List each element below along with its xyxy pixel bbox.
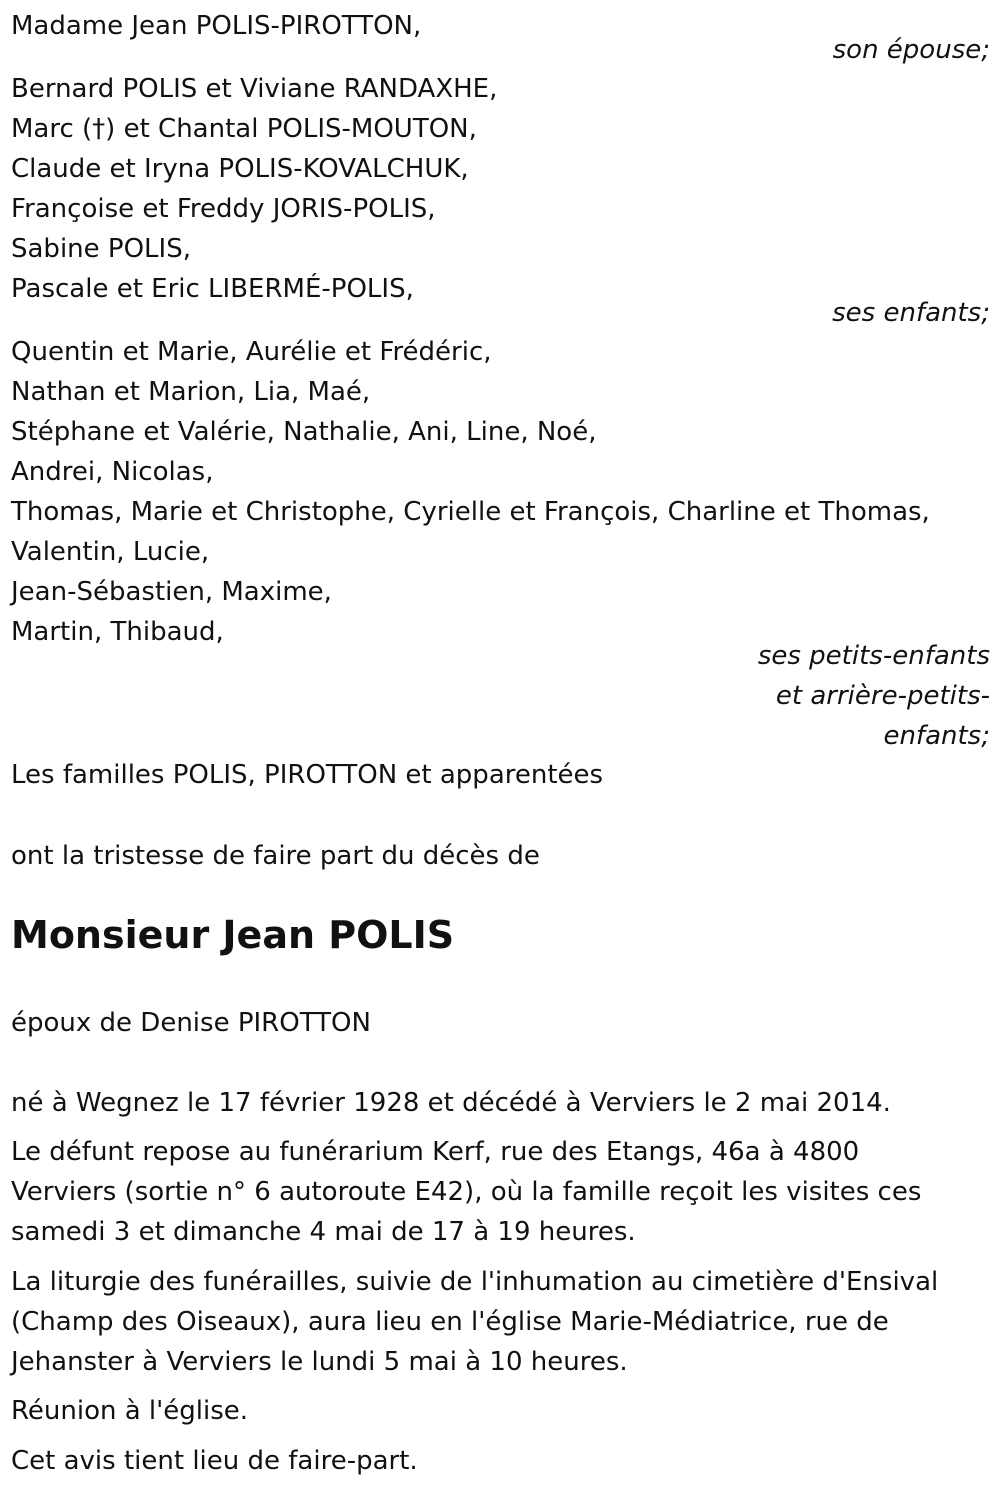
grandchildren-role: et arrière-petits- xyxy=(775,681,990,711)
grandchild-line: Quentin et Marie, Aurélie et Frédéric, xyxy=(11,337,492,367)
grandchild-line: Jean-Sébastien, Maxime, xyxy=(11,577,332,607)
announcement-line: ont la tristesse de faire part du décès de xyxy=(11,841,540,871)
funeral-line: (Champ des Oiseaux), aura lieu en l'église Marie-Médiatrice, rue de xyxy=(11,1307,889,1337)
meeting-line: Réunion à l'église. xyxy=(11,1396,249,1426)
funeral-line: Jehanster à Verviers le lundi 5 mai à 10 heures. xyxy=(11,1347,628,1377)
child-line: Claude et Iryna POLIS-KOVALCHUK, xyxy=(11,154,469,184)
families-line: Les familles POLIS, PIROTTON et apparentées xyxy=(11,760,604,790)
grandchildren-role: ses petits-enfants xyxy=(757,641,990,671)
children-role: ses enfants; xyxy=(832,298,990,328)
child-line: Marc (†) et Chantal POLIS-MOUTON, xyxy=(11,114,477,144)
spouse-of-line: époux de Denise PIROTTON xyxy=(11,1008,371,1038)
child-line: Bernard POLIS et Viviane RANDAXHE, xyxy=(11,74,498,104)
child-line: Françoise et Freddy JORIS-POLIS, xyxy=(11,194,436,224)
grandchild-line: Nathan et Marion, Lia, Maé, xyxy=(11,377,371,407)
grandchild-line: Valentin, Lucie, xyxy=(11,537,210,567)
notice-line: Cet avis tient lieu de faire-part. xyxy=(11,1446,418,1476)
grandchild-line: Stéphane et Valérie, Nathalie, Ani, Line, Noé, xyxy=(11,417,597,447)
spouse-name: Madame Jean POLIS-PIROTTON, xyxy=(11,11,422,41)
grandchild-line: Andrei, Nicolas, xyxy=(11,457,214,487)
funeral-line: La liturgie des funérailles, suivie de l'inhumation au cimetière d'Ensival xyxy=(11,1267,939,1297)
deceased-name: Monsieur Jean POLIS xyxy=(11,913,455,957)
child-line: Pascale et Eric LIBERMÉ-POLIS, xyxy=(11,274,414,304)
grandchildren-role: enfants; xyxy=(883,721,990,751)
visitation-line: Le défunt repose au funérarium Kerf, rue des Etangs, 46a à 4800 xyxy=(11,1137,860,1167)
visitation-line: samedi 3 et dimanche 4 mai de 17 à 19 heures. xyxy=(11,1217,636,1247)
birth-death-line: né à Wegnez le 17 février 1928 et décédé à Verviers le 2 mai 2014. xyxy=(11,1088,891,1118)
visitation-line: Verviers (sortie n° 6 autoroute E42), où la famille reçoit les visites ces xyxy=(11,1177,922,1207)
child-line: Sabine POLIS, xyxy=(11,234,191,264)
grandchild-line: Thomas, Marie et Christophe, Cyrielle et François, Charline et Thomas, xyxy=(11,497,930,527)
spouse-role: son épouse; xyxy=(832,35,990,65)
grandchild-line: Martin, Thibaud, xyxy=(11,617,224,647)
